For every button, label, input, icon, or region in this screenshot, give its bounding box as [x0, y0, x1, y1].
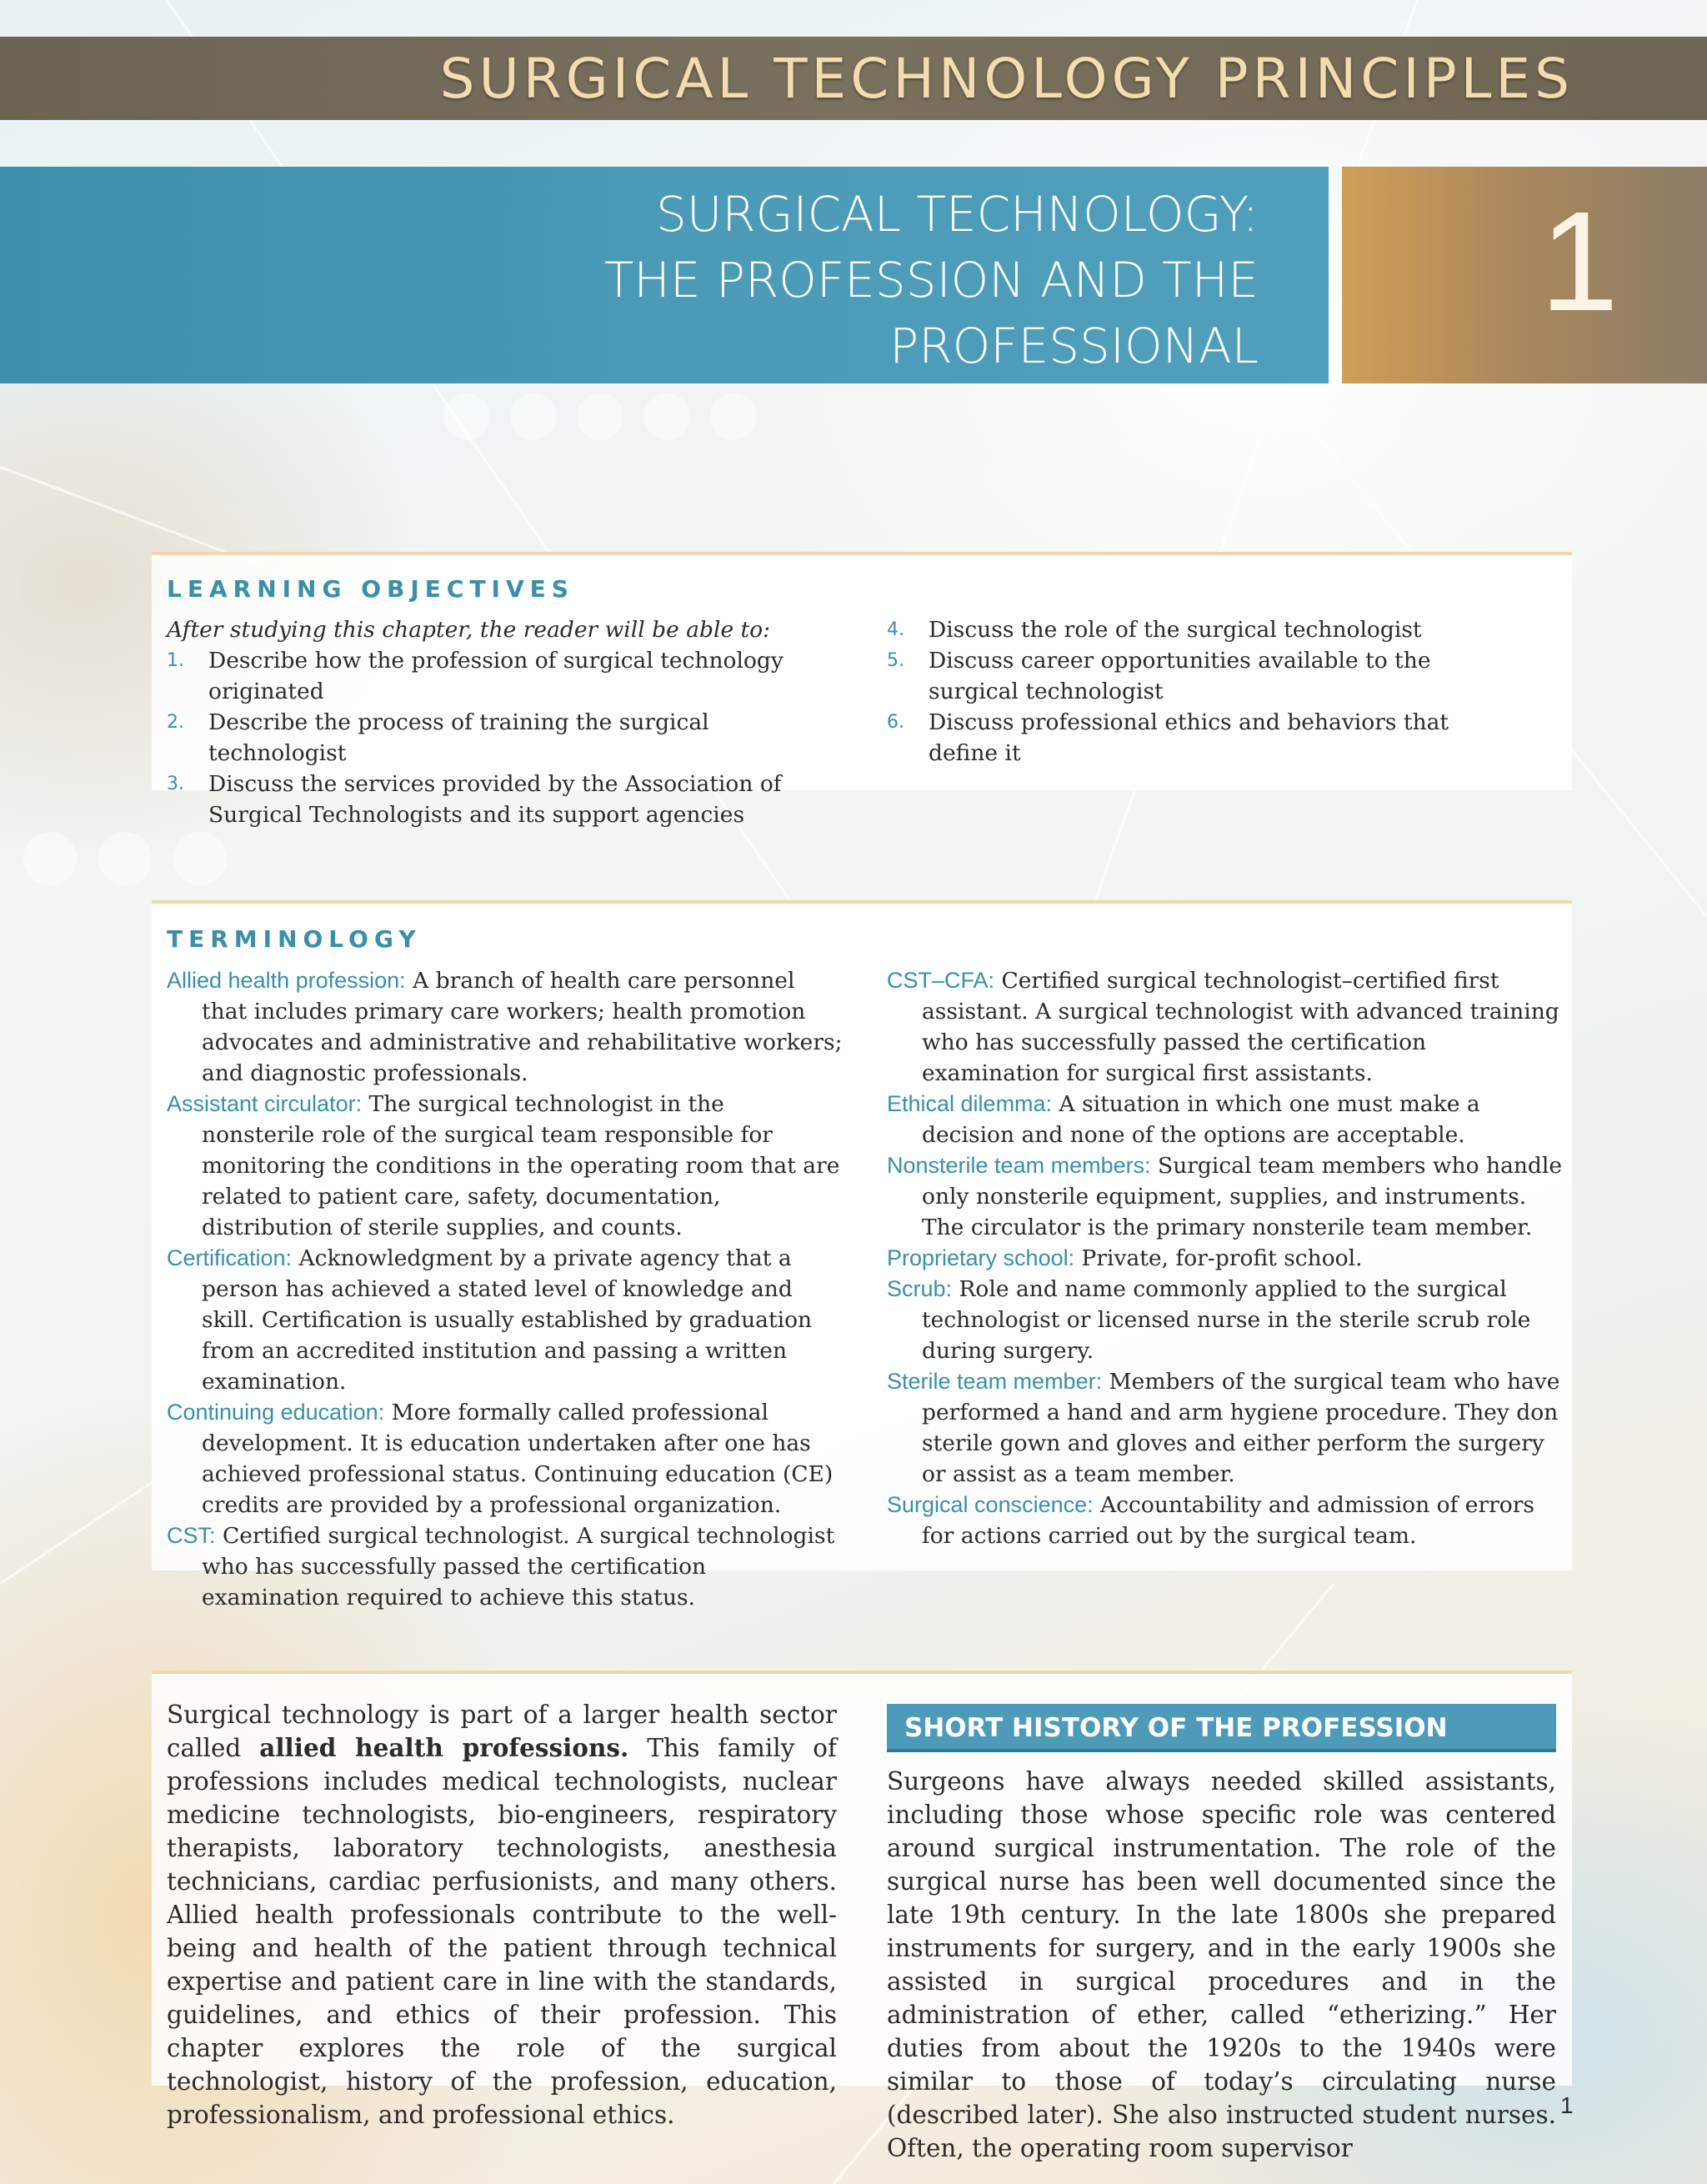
terminology-right-column — [887, 965, 1564, 1551]
term-entry: Allied health profession: A branch of health care personnel that includes primary care workers; health promotion advocates and administrative and rehabilitative workers; and diagnostic professionals. — [167, 968, 843, 1086]
term-entry: CST–CFA: Certified surgical technologist–certified first assistant. A surgical technologist with advanced training who has successfully passed the certification examination for surgical first assistants. — [887, 968, 1559, 1086]
book-title: SURGICAL TECHNOLOGY PRINCIPLES — [439, 47, 1574, 111]
chapter-title — [92, 182, 1259, 379]
objective-item: 2. Describe the process of training the surgical technologist — [167, 709, 709, 766]
term-entry: Scrub: Role and name commonly applied to the surgical technologist or licensed nurse in the sterile scrub role during surgery. — [887, 1276, 1531, 1364]
allied-health-term: allied health professions. — [259, 1733, 629, 1762]
chapter-title-line: THE PROFESSION AND THE — [603, 252, 1259, 308]
intro-paragraph: Surgical technology is part of a larger health sector called allied health professions. This family of professions includes medical technologists, nuclear medicine technologists, bio-engineers, respiratory therapists, laboratory technologists, anesthesia technicians, cardiac perfusionists, and many others. Allied health professionals contribute to the well-being and health of the patient through technical expertise and patient care in line with the standards, guidelines, and ethics of their profession. This chapter explores the role of the surgical technologist, history of the profession, education, professionalism, and professional ethics. — [167, 1701, 837, 2129]
page-number: 1 — [1560, 2092, 1574, 2118]
terminology-heading: TERMINOLOGY — [167, 925, 422, 953]
learning-objectives-heading: LEARNING OBJECTIVES — [167, 575, 574, 603]
objectives-right-column — [887, 614, 1520, 769]
objective-item: 4. Discuss the role of the surgical technologist — [887, 617, 1422, 643]
term-entry: CST: Certified surgical technologist. A surgical technologist who has successfully passed the certification examination required to achieve this status. — [167, 1523, 835, 1610]
term-entry: Assistant circulator: The surgical technologist in the nonsterile role of the surgical team responsible for monitoring the conditions in the operating room that are related to patient care, safety, documentation, distribution of sterile supplies, and counts. — [167, 1091, 840, 1240]
chapter-title-band — [0, 167, 1329, 383]
history-heading: SHORT HISTORY OF THE PROFESSION — [887, 1704, 1556, 1752]
chapter-title-line: PROFESSIONAL — [889, 318, 1259, 374]
objective-item: 5. Discuss career opportunities available to the surgical technologist — [887, 648, 1431, 704]
terminology-left-column — [167, 965, 843, 1613]
chapter-number: 1 — [1539, 183, 1619, 341]
chapter-title-line: SURGICAL TECHNOLOGY: — [656, 186, 1259, 243]
objectives-intro: After studying this chapter, the reader will be able to: — [167, 617, 771, 643]
term-entry: Continuing education: More formally called professional development. It is education undertaken after one has achieved professional status. Continuing education (CE) credits are provided by a professional organization. — [167, 1400, 833, 1518]
term-entry: Certification: Acknowledgment by a private agency that a person has achieved a stated level of knowledge and skill. Certification is usually established by graduation from an accredited institution and passing a written examination. — [167, 1245, 813, 1395]
objective-item: 3. Discuss the services provided by the Association of Surgical Technologists and its support agencies — [167, 771, 782, 828]
term-entry: Proprietary school: Private, for-profit school. — [887, 1245, 1363, 1271]
book-title-bar — [0, 37, 1707, 120]
term-entry: Ethical dilemma: A situation in which one must make a decision and none of the options are acceptable. — [887, 1091, 1480, 1148]
term-entry: Sterile team member: Members of the surgical team who have performed a hand and arm hygiene procedure. They don sterile gown and gloves and either perform the surgery or assist as a team member. — [887, 1369, 1560, 1487]
objective-item: 1. Describe how the profession of surgical technology originated — [167, 648, 783, 704]
objectives-left-column — [167, 614, 850, 830]
history-paragraph: Surgeons have always needed skilled assistants, including those whose specific role was centered around surgical instrumentation. The role of the surgical nurse has been well documented since the late 19th century. In the late 1800s she prepared instruments for surgery, and in the early 1900s she assisted in surgical procedures and in the administration of ether, called “etherizing.” Her duties from about the 1920s to the 1940s were similar to those of today’s circulating nurse (described later). She also instructed student nurses. Often, the operating room supervisor — [887, 1767, 1556, 2162]
objective-item: 6. Discuss professional ethics and behaviors that define it — [887, 709, 1449, 766]
term-entry: Surgical conscience: Accountability and admission of errors for actions carried out by the surgical team. — [887, 1492, 1535, 1549]
chapter-number-box — [1342, 167, 1707, 383]
term-entry: Nonsterile team members: Surgical team members who handle only nonsterile equipment, supplies, and instruments. The circulator is the primary nonsterile team member. — [887, 1153, 1563, 1240]
